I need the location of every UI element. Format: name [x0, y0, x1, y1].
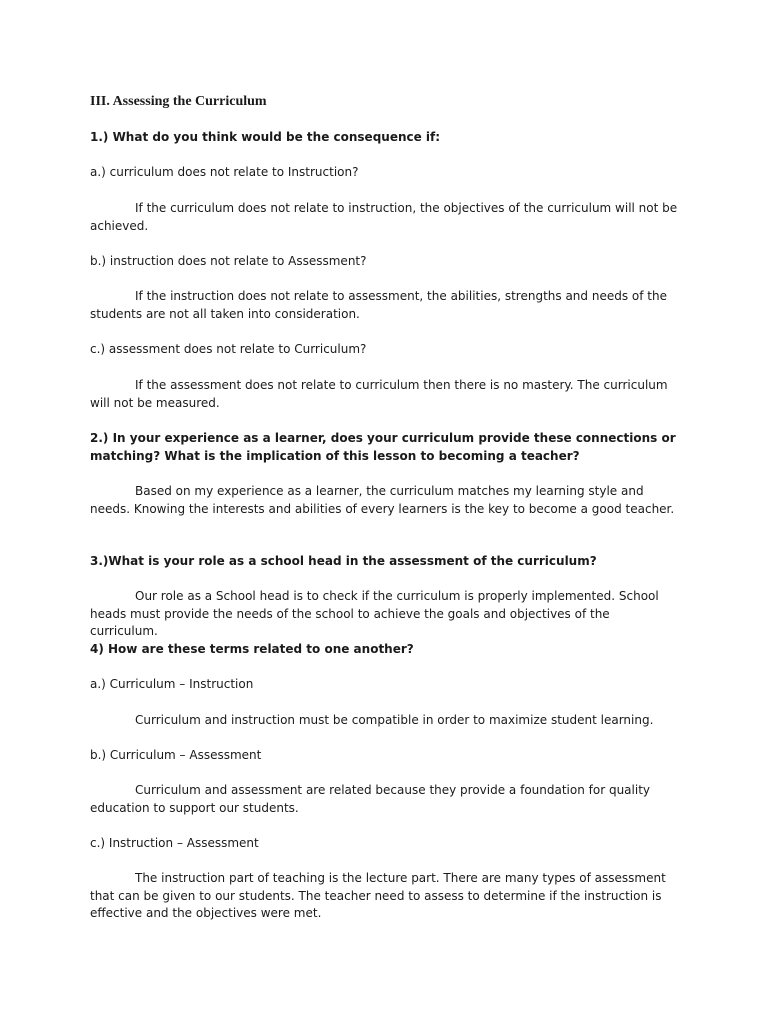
- question-3-answer: Our role as a School head is to check if the curriculum is properly implemented. School heads must provide the needs of the school to achieve the goals and objectives of the curriculum.: [90, 589, 659, 638]
- question-4b-answer: Curriculum and assessment are related because they provide a foundation for quality education to support our students.: [90, 783, 651, 815]
- question-4a-answer: Curriculum and instruction must be compatible in order to maximize student learning.: [135, 713, 654, 727]
- question-1b-label: b.) instruction does not relate to Assessment?: [90, 254, 367, 268]
- question-1: 1.) What do you think would be the consequence if:: [90, 130, 441, 144]
- question-1c-label: c.) assessment does not relate to Curriculum?: [90, 342, 367, 356]
- question-4c-answer: The instruction part of teaching is the lecture part. There are many types of assessment that can be given to our students. The teacher need to assess to determine if the instruction is effective and the objectives were met.: [90, 871, 666, 920]
- question-1a-label: a.) curriculum does not relate to Instruction?: [90, 165, 359, 179]
- question-1b-answer: If the instruction does not relate to assessment, the abilities, strengths and needs of the students are not all taken into consideration.: [90, 289, 667, 321]
- question-1a-answer: If the curriculum does not relate to instruction, the objectives of the curriculum will not be achieved.: [90, 201, 678, 233]
- question-1c-answer: If the assessment does not relate to curriculum then there is no mastery. The curriculum will not be measured.: [90, 378, 668, 410]
- section-title: III. Assessing the Curriculum: [90, 94, 267, 109]
- question-4c-label: c.) Instruction – Assessment: [90, 836, 259, 850]
- question-2: 2.) In your experience as a learner, does your curriculum provide these connections or matching? What is the implication of this lesson to becoming a teacher?: [90, 431, 676, 463]
- question-4a-label: a.) Curriculum – Instruction: [90, 677, 254, 691]
- question-2-answer: Based on my experience as a learner, the curriculum matches my learning style and needs. Knowing the interests and abilities of every learners is the key to become a good teacher.: [90, 484, 675, 516]
- question-3: 3.)What is your role as a school head in the assessment of the curriculum?: [90, 554, 597, 568]
- question-4b-label: b.) Curriculum – Assessment: [90, 748, 262, 762]
- question-4: 4) How are these terms related to one another?: [90, 642, 414, 656]
